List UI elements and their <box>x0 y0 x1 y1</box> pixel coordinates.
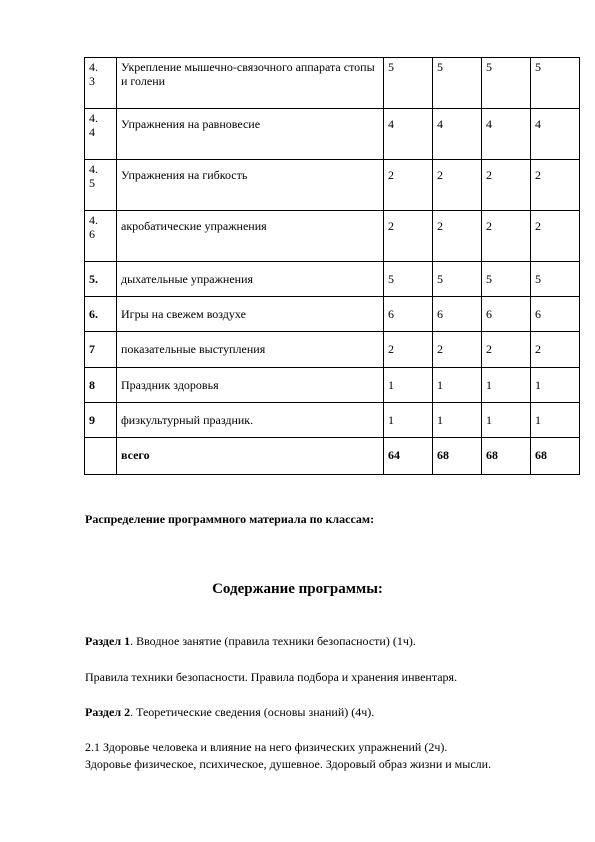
content-heading: Содержание программы: <box>212 581 383 597</box>
row-value: 1 <box>433 403 482 438</box>
table-row <box>85 211 580 262</box>
table-row <box>85 262 580 297</box>
section2-line <box>85 704 374 720</box>
row-value: 1 <box>384 368 433 403</box>
table-row <box>85 332 580 368</box>
row-value: 2 <box>433 332 482 368</box>
section1-label: Раздел 1 <box>85 634 131 648</box>
table-row <box>85 368 580 403</box>
row-value: 1 <box>531 368 580 403</box>
row-value: 2 <box>482 211 531 262</box>
table-row <box>85 438 580 475</box>
row-value: 5 <box>433 58 482 109</box>
row-name: Упражнения на равновесие <box>117 109 384 160</box>
program-table <box>84 57 580 475</box>
section1-text: . Вводное занятие (правила техники безопасности) (1ч). <box>130 634 416 648</box>
row-value: 68 <box>482 438 531 475</box>
row-number: 4. 4 <box>85 109 117 160</box>
row-number: 4. 6 <box>85 211 117 262</box>
section2-text: . Теоретические сведения (основы знаний) (4ч). <box>130 705 375 719</box>
row-value: 2 <box>384 332 433 368</box>
table-row <box>85 58 580 109</box>
row-name: акробатические упражнения <box>117 211 384 262</box>
row-name: Упражнения на гибкость <box>117 160 384 211</box>
row-number: 9 <box>85 403 117 438</box>
row-value: 5 <box>433 262 482 297</box>
row-name: дыхательные упражнения <box>117 262 384 297</box>
row-value: 5 <box>531 58 580 109</box>
row-value: 2 <box>433 211 482 262</box>
row-value: 2 <box>482 160 531 211</box>
distribution-title: Распределение программного материала по классам: <box>85 512 375 526</box>
row-number: 4. 5 <box>85 160 117 211</box>
row-name: Укрепление мышечно-связочного аппарата стопы и голени <box>117 58 384 109</box>
row-value: 4 <box>531 109 580 160</box>
row-value: 6 <box>433 297 482 332</box>
table-row <box>85 403 580 438</box>
row-number: 6. <box>85 297 117 332</box>
row-value: 6 <box>531 297 580 332</box>
row-number: 7 <box>85 332 117 368</box>
row-name: Праздник здоровья <box>117 368 384 403</box>
row-value: 2 <box>433 160 482 211</box>
row-name: физкультурный праздник. <box>117 403 384 438</box>
row-number <box>85 438 117 475</box>
row-value: 5 <box>482 262 531 297</box>
row-number: 5. <box>85 262 117 297</box>
row-value: 5 <box>384 262 433 297</box>
row-name: показательные выступления <box>117 332 384 368</box>
row-number: 4. 3 <box>85 58 117 109</box>
section2-line1: 2.1 Здоровье человека и влияние на него физических упражнений (2ч). <box>85 740 448 754</box>
section1-body: Правила техники безопасности. Правила подбора и хранения инвентаря. <box>85 670 458 684</box>
row-value: 1 <box>384 403 433 438</box>
row-value: 5 <box>482 58 531 109</box>
table-row <box>85 160 580 211</box>
row-value: 68 <box>531 438 580 475</box>
row-value: 68 <box>433 438 482 475</box>
row-value: 2 <box>482 332 531 368</box>
row-value: 2 <box>384 160 433 211</box>
row-value: 1 <box>531 403 580 438</box>
row-value: 1 <box>482 368 531 403</box>
row-value: 4 <box>384 109 433 160</box>
section2-label: Раздел 2 <box>85 705 131 719</box>
table-row <box>85 109 580 160</box>
row-value: 1 <box>433 368 482 403</box>
row-name: Игры на свежем воздухе <box>117 297 384 332</box>
table-row <box>85 297 580 332</box>
row-value: 4 <box>482 109 531 160</box>
row-value: 4 <box>433 109 482 160</box>
row-value: 6 <box>384 297 433 332</box>
row-value: 2 <box>384 211 433 262</box>
row-value: 2 <box>531 332 580 368</box>
row-value: 6 <box>482 297 531 332</box>
row-value: 1 <box>482 403 531 438</box>
row-name: всего <box>117 438 384 475</box>
section1-line <box>85 633 416 649</box>
row-value: 5 <box>384 58 433 109</box>
row-value: 5 <box>531 262 580 297</box>
program-table-body <box>85 58 580 475</box>
row-value: 2 <box>531 160 580 211</box>
row-value: 64 <box>384 438 433 475</box>
row-value: 2 <box>531 211 580 262</box>
section2-line2: Здоровье физическое, психическое, душевное. Здоровый образ жизни и мысли. <box>85 757 492 771</box>
row-number: 8 <box>85 368 117 403</box>
